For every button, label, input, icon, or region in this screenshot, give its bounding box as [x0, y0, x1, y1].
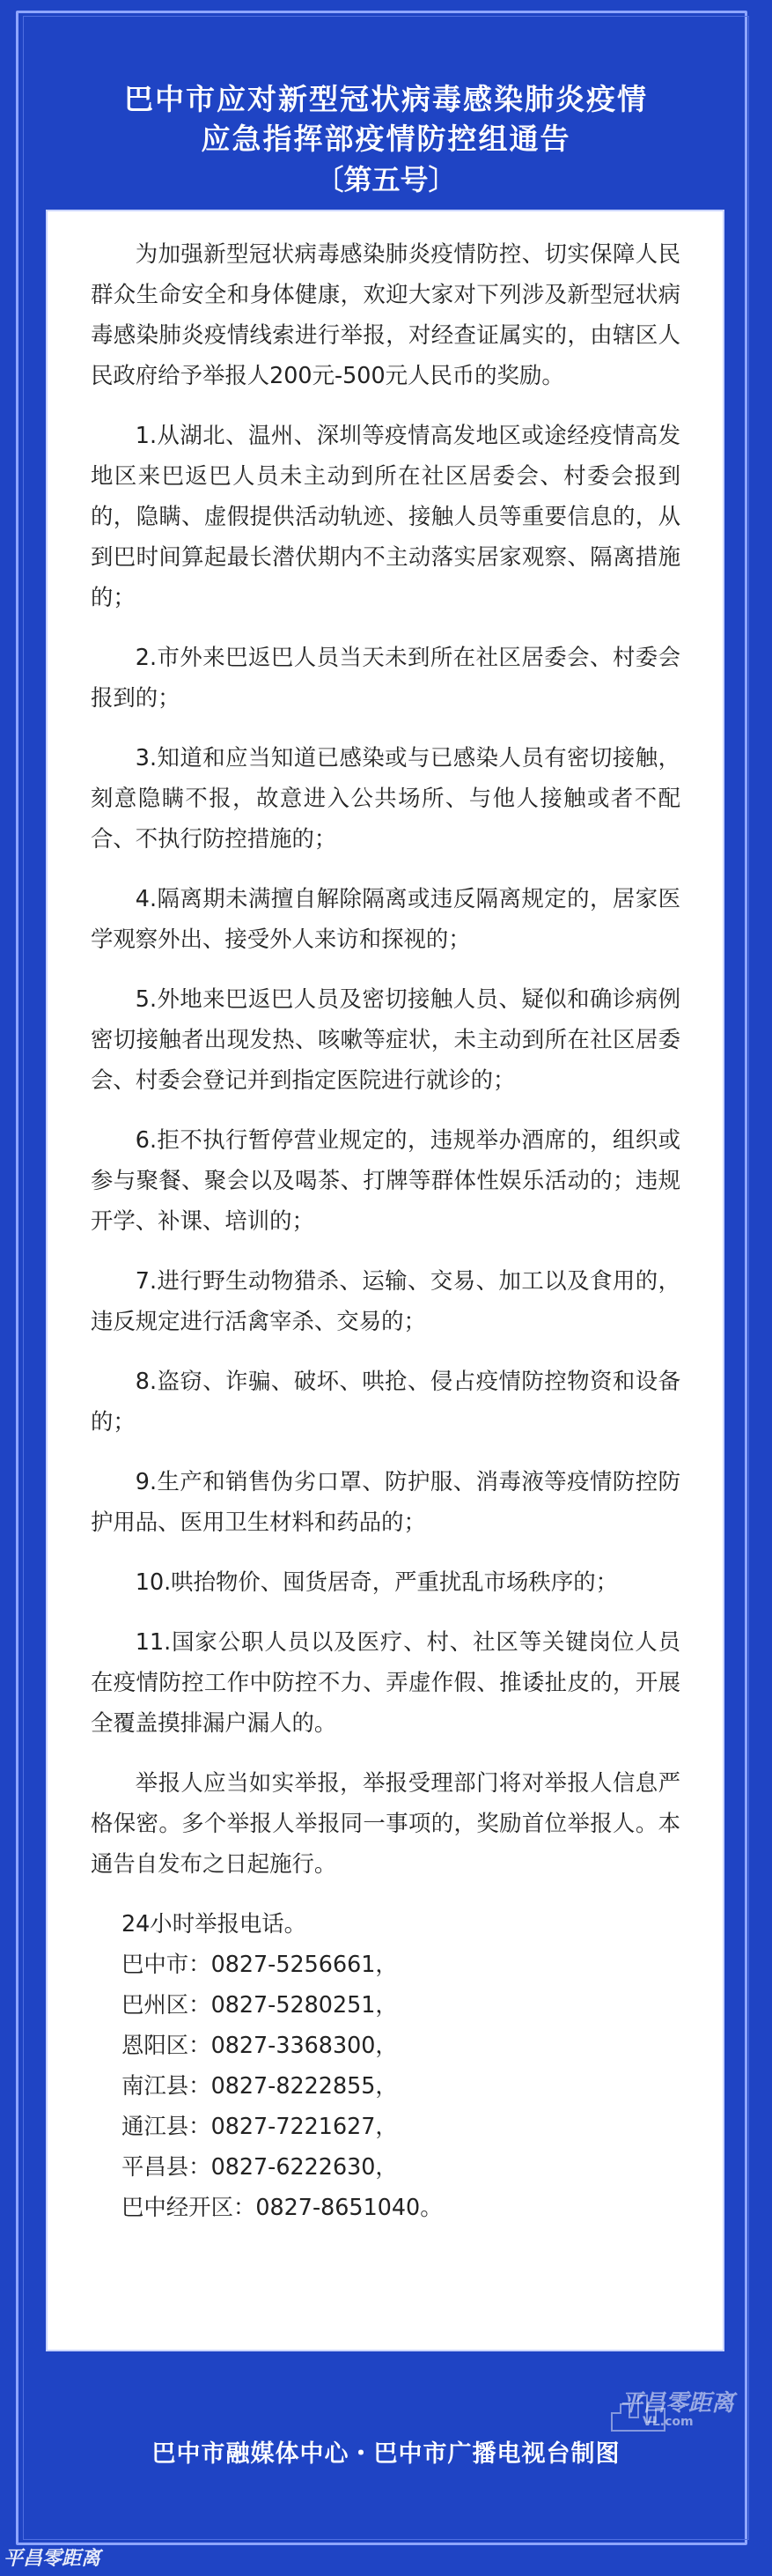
item-4: 4.隔离期未满擅自解除隔离或违反隔离规定的，居家医学观察外出、接受外人来访和探视的； — [91, 885, 680, 952]
item-6: 6.拒不执行暂停营业规定的，违规举办酒席的，组织或参与聚餐、聚会以及喝茶、打牌等群体性娱乐活动的；违规开学、补课、培训的； — [91, 1126, 680, 1234]
hotline-row — [91, 1984, 680, 2025]
hotline-number: 0827-5280251， — [210, 1991, 398, 2018]
hotline-row — [91, 2146, 680, 2187]
hotline-area: 巴中经开区： — [121, 2194, 256, 2220]
hotline-row — [91, 2065, 680, 2106]
notice-header — [0, 79, 772, 199]
hotline-row — [91, 1944, 680, 1984]
title-line-1: 巴中市应对新型冠状病毒感染肺炎疫情 — [124, 82, 648, 116]
hotline-area: 巴州区： — [121, 1991, 211, 2018]
hotline-number: 0827-3368300， — [210, 2032, 398, 2058]
item-10: 10.哄抬物价、囤货居奇，严重扰乱市场秩序的； — [135, 1568, 618, 1595]
item-9: 9.生产和销售伪劣口罩、防护服、消毒液等疫情防控防护用品、医用卫生材料和药品的； — [91, 1468, 680, 1535]
item-7: 7.进行野生动物猎杀、运输、交易、加工以及食用的，违反规定进行活禽宰杀、交易的； — [91, 1267, 680, 1334]
hotline-row — [91, 2025, 680, 2065]
watermark-right-subtext: VL.com — [643, 2415, 694, 2429]
item-5: 5.外地来巴返巴人员及密切接触人员、疑似和确诊病例密切接触者出现发热、咳嗽等症状，未主动到所在社区居委会、村委会登记并到指定医院进行就诊的； — [91, 985, 680, 1093]
intro-paragraph: 为加强新型冠状病毒感染肺炎疫情防控、切实保障人民群众生命安全和身体健康，欢迎大家对下列涉及新型冠状病毒感染肺炎疫情线索进行举报，对经查证属实的，由辖区人民政府给予举报人200元-500元人民币的奖励。 — [91, 240, 680, 388]
hotline-area: 南江县： — [121, 2072, 211, 2099]
item-11: 11.国家公职人员以及医疗、村、社区等关键岗位人员在疫情防控工作中防控不力、弄虚作假、推诿扯皮的，开展全覆盖摸排漏户漏人的。 — [91, 1628, 680, 1736]
hotline-area: 通江县： — [121, 2113, 211, 2139]
hotline-row — [91, 2106, 680, 2146]
notice-body — [91, 233, 680, 2227]
hotline-number: 0827-7221627， — [210, 2113, 398, 2139]
hotline-area: 平昌县： — [121, 2153, 211, 2180]
issue-number: 〔第五号〕 — [315, 163, 457, 196]
title-line-2: 应急指挥部疫情防控组通告 — [201, 122, 571, 156]
footer-credit: 巴中市融媒体中心・巴中市广播电视台制图 — [151, 2440, 621, 2468]
hotline-number: 0827-6222630， — [210, 2153, 398, 2180]
item-1: 1.从湖北、温州、深圳等疫情高发地区或途经疫情高发地区来巴返巴人员未主动到所在社区居委会、村委会报到的，隐瞒、虚假提供活动轨迹、接触人员等重要信息的，从到巴时间算起最长潜伏期内不主动落实居家观察、隔离措施的； — [91, 422, 680, 610]
item-3: 3.知道和应当知道已感染或与已感染人员有密切接触，刻意隐瞒不报，故意进入公共场所、与他人接触或者不配合、不执行防控措施的； — [91, 744, 680, 852]
watermark-right-text: 平昌零距离 — [620, 2390, 735, 2417]
watermark-left: 平昌零距离 — [4, 2548, 101, 2570]
hotline-number: 0827-8651040。 — [255, 2194, 443, 2220]
hotline-area: 巴中市： — [121, 1951, 211, 1977]
closing-paragraph: 举报人应当如实举报，举报受理部门将对举报人信息严格保密。多个举报人举报同一事项的，奖励首位举报人。本通告自发布之日起施行。 — [91, 1769, 680, 1877]
hotline-number: 0827-8222855， — [210, 2072, 398, 2099]
hotline-row — [91, 2187, 680, 2227]
item-8: 8.盗窃、诈骗、破坏、哄抢、侵占疫情防控物资和设备的； — [91, 1368, 680, 1435]
hotline-heading: 24小时举报电话。 — [121, 1910, 307, 1937]
item-2: 2.市外来巴返巴人员当天未到所在社区居委会、村委会报到的； — [91, 644, 680, 711]
hotline-area: 恩阳区： — [121, 2032, 211, 2058]
hotline-number: 0827-5256661， — [210, 1951, 398, 1977]
watermark-logo-right — [607, 2378, 753, 2439]
